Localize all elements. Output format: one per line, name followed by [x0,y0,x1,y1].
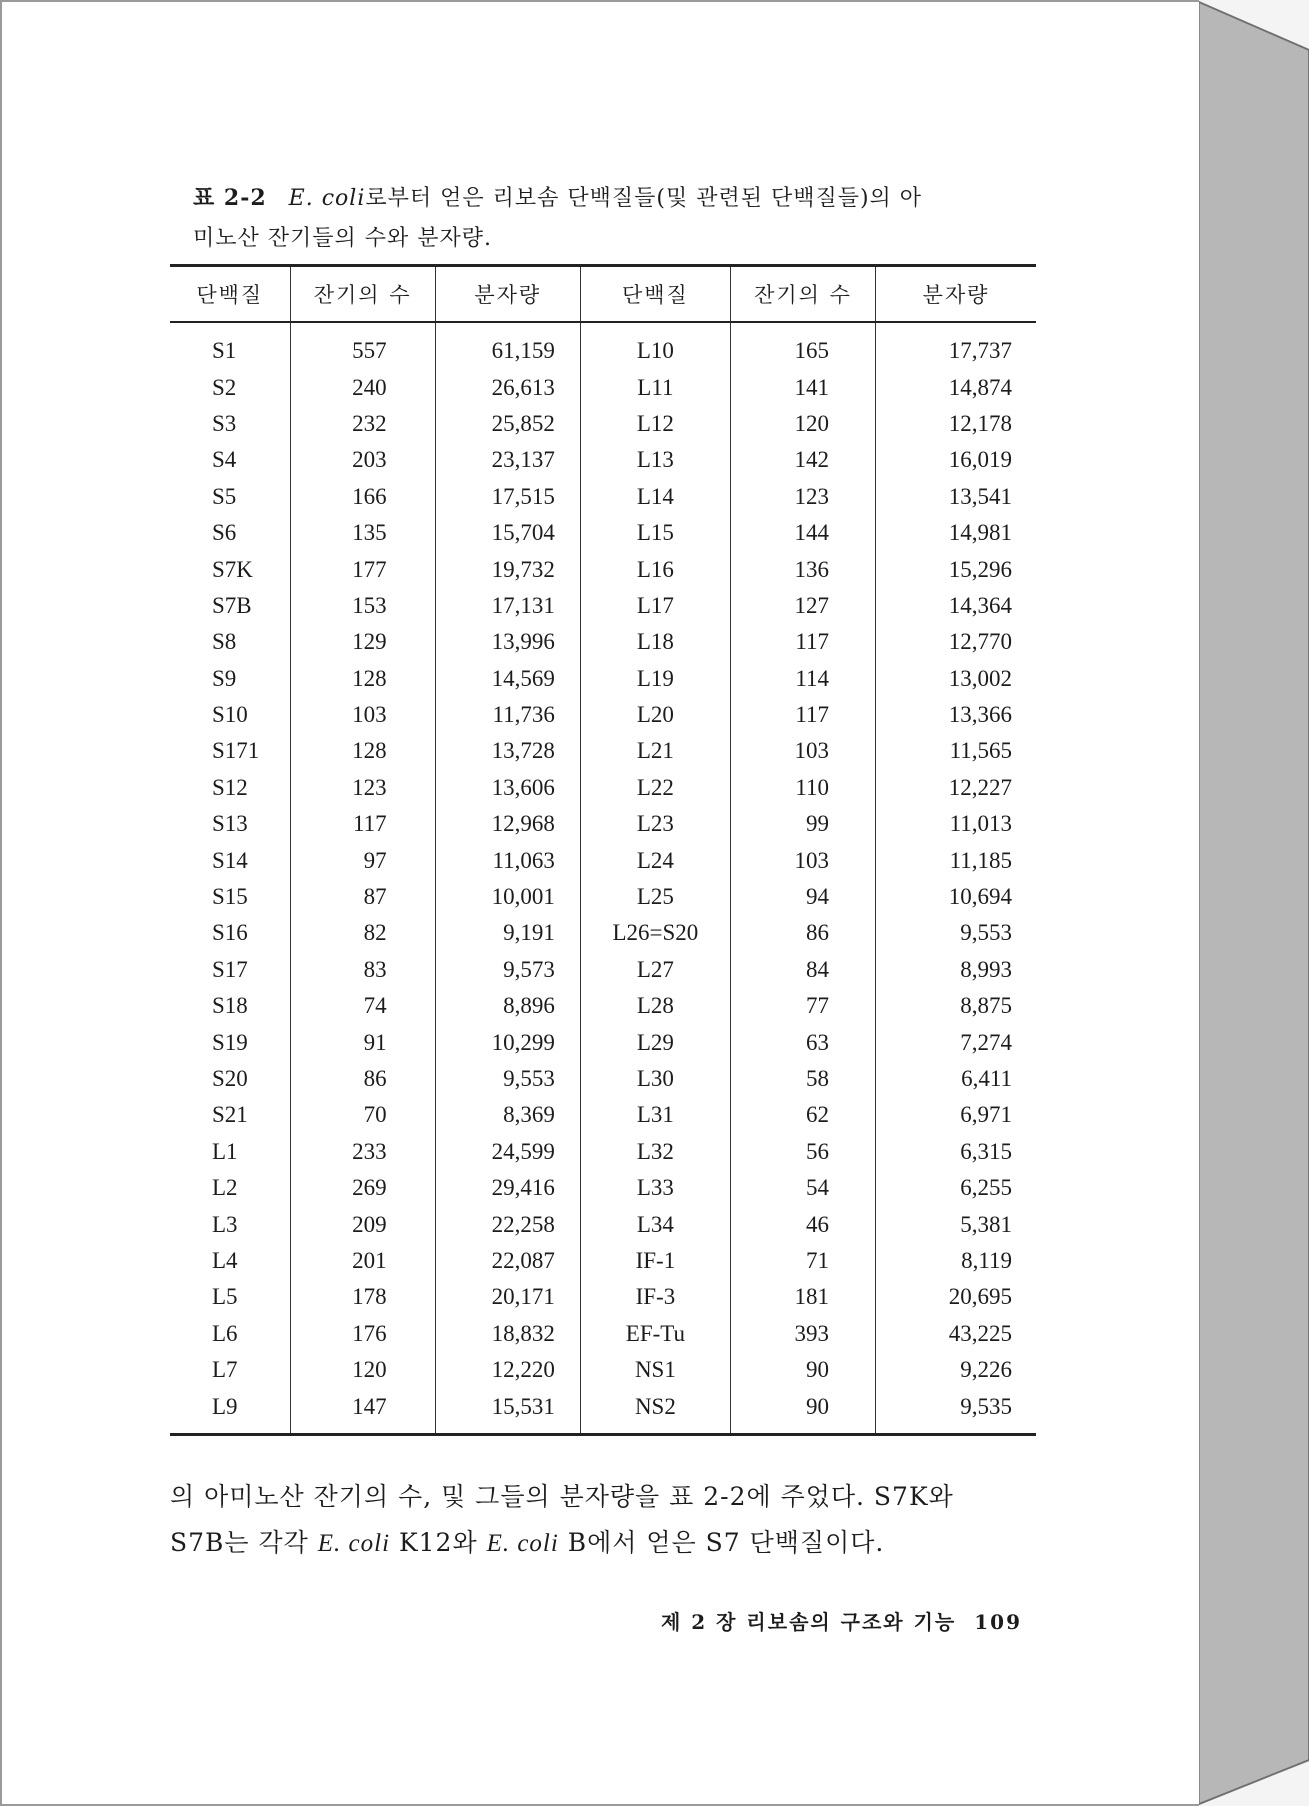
cell-protein: L26=S20 [580,915,730,951]
cell-molecular-weight: 7,274 [960,1029,1012,1055]
cell-molecular-weight: 12,770 [948,629,1012,655]
cell-residues: 181 [730,1279,875,1315]
cell-residues: 90 [730,1352,875,1388]
cell-molecular-weight: 10,299 [435,1024,580,1060]
cell-molecular-weight: 14,874 [948,374,1012,400]
cell-molecular-weight: 19,732 [435,551,580,587]
cell-residues: 240 [290,369,435,405]
cell-molecular-weight: 9,226 [960,1357,1012,1383]
cell-molecular-weight: 11,736 [435,697,580,733]
cell-molecular-weight: 14,981 [948,520,1012,546]
cell-residues: 103 [290,697,435,733]
cell-protein: S17 [170,952,290,988]
cell-residues: 135 [290,515,435,551]
cell-molecular-weight: 26,613 [435,369,580,405]
cell-molecular-weight: 22,087 [435,1243,580,1279]
cell-protein: S5 [170,479,290,515]
cell-protein: EF-Tu [580,1316,730,1352]
cell-molecular-weight: 12,178 [948,410,1012,436]
cell-residues: 557 [290,322,435,369]
cell-residues: 120 [290,1352,435,1388]
cell-molecular-weight: 6,971 [960,1102,1012,1128]
table-header-row [170,266,1036,323]
cell-molecular-weight: 9,535 [960,1393,1012,1419]
cell-molecular-weight: 8,875 [960,993,1012,1019]
cell-residues: 70 [290,1097,435,1133]
cell-residues: 144 [730,515,875,551]
cell-protein: L24 [580,842,730,878]
cell-molecular-weight: 8,369 [435,1097,580,1133]
chapter-title: 제 2 장 리보솜의 구조와 기능 [660,1610,957,1634]
cell-protein: S9 [170,661,290,697]
cell-protein: L22 [580,770,730,806]
cell-protein: L4 [170,1243,290,1279]
cell-residues: 62 [730,1097,875,1133]
cell-molecular-weight: 13,606 [435,770,580,806]
cell-residues: 128 [290,733,435,769]
cell-molecular-weight: 17,515 [435,479,580,515]
cell-protein: L6 [170,1316,290,1352]
cell-protein: S3 [170,406,290,442]
cell-protein: L28 [580,988,730,1024]
cell-molecular-weight: 13,002 [948,665,1012,691]
cell-residues: 123 [730,479,875,515]
table-row [170,988,1036,1024]
cell-protein: L1 [170,1134,290,1170]
cell-protein: IF-1 [580,1243,730,1279]
cell-protein: L9 [170,1388,290,1434]
cell-protein: L10 [580,322,730,369]
cell-molecular-weight: 15,704 [435,515,580,551]
cell-residues: 201 [290,1243,435,1279]
cell-molecular-weight: 14,364 [948,592,1012,618]
table-row [170,1024,1036,1060]
cell-residues: 54 [730,1170,875,1206]
cell-residues: 77 [730,988,875,1024]
cell-residues: 56 [730,1134,875,1170]
cell-protein: L29 [580,1024,730,1060]
body-species: E. coli [317,1530,391,1557]
cell-molecular-weight: 22,258 [435,1206,580,1242]
cell-molecular-weight: 8,896 [435,988,580,1024]
cell-protein: L16 [580,551,730,587]
table-number: 표 2-2 [193,185,267,211]
cell-protein: L14 [580,479,730,515]
cell-protein: L18 [580,624,730,660]
cell-protein: S14 [170,842,290,878]
page-footer [622,1606,1022,1635]
cell-molecular-weight: 13,366 [948,702,1012,728]
cell-residues: 120 [730,406,875,442]
table-row [170,588,1036,624]
cell-protein: S7B [170,588,290,624]
cell-residues: 127 [730,588,875,624]
cell-molecular-weight: 9,553 [960,920,1012,946]
table-row [170,479,1036,515]
cell-protein: L33 [580,1170,730,1206]
cell-molecular-weight: 5,381 [960,1211,1012,1237]
cell-molecular-weight: 17,131 [435,588,580,624]
table-row [170,515,1036,551]
cell-protein: S4 [170,442,290,478]
spine-face [1199,2,1309,1804]
cell-molecular-weight: 11,185 [949,847,1012,873]
header-mw-right: 분자량 [922,283,990,307]
table-row [170,697,1036,733]
body-text-segment: B에서 얻은 S7 단백질이다. [558,1528,885,1557]
cell-protein: S1 [170,322,290,369]
cell-molecular-weight: 10,001 [435,879,580,915]
cell-residues: 165 [730,322,875,369]
cell-molecular-weight: 12,968 [435,806,580,842]
cell-residues: 117 [290,806,435,842]
cell-protein: S21 [170,1097,290,1133]
table-body [170,322,1036,1434]
cell-residues: 86 [730,915,875,951]
cell-protein: L17 [580,588,730,624]
cell-molecular-weight: 13,541 [948,483,1012,509]
cell-protein: S12 [170,770,290,806]
cell-residues: 84 [730,952,875,988]
cell-molecular-weight: 18,832 [435,1316,580,1352]
cell-molecular-weight: 11,565 [949,738,1012,764]
cell-molecular-weight: 6,411 [961,1066,1012,1091]
cell-protein: S8 [170,624,290,660]
cell-protein: S20 [170,1061,290,1097]
cell-molecular-weight: 9,191 [435,915,580,951]
cell-residues: 103 [730,733,875,769]
table-row [170,1352,1036,1388]
cell-residues: 99 [730,806,875,842]
cell-residues: 46 [730,1206,875,1242]
cell-residues: 269 [290,1170,435,1206]
table-row [170,322,1036,369]
cell-residues: 86 [290,1061,435,1097]
cell-molecular-weight: 20,695 [948,1284,1012,1310]
cell-residues: 128 [290,661,435,697]
cell-protein: L23 [580,806,730,842]
cell-residues: 393 [730,1316,875,1352]
header-protein-right: 단백질 [580,266,730,323]
header-protein-left: 단백질 [170,266,290,323]
cell-protein: L20 [580,697,730,733]
cell-protein: L21 [580,733,730,769]
cell-protein: S171 [170,733,290,769]
table-row [170,1097,1036,1133]
cell-molecular-weight: 15,296 [948,556,1012,582]
cell-protein: NS1 [580,1352,730,1388]
cell-residues: 74 [290,988,435,1024]
table-row [170,1243,1036,1279]
table-row [170,842,1036,878]
cell-residues: 141 [730,369,875,405]
cell-molecular-weight: 11,013 [949,811,1012,837]
cell-protein: L32 [580,1134,730,1170]
table-row [170,406,1036,442]
table-row [170,915,1036,951]
table-row [170,1388,1036,1434]
cell-residues: 147 [290,1388,435,1434]
cell-protein: L19 [580,661,730,697]
cell-molecular-weight: 8,993 [960,956,1012,982]
cell-protein: L13 [580,442,730,478]
cell-protein: S15 [170,879,290,915]
cell-protein: S16 [170,915,290,951]
cell-residues: 91 [290,1024,435,1060]
cell-residues: 166 [290,479,435,515]
cell-protein: S2 [170,369,290,405]
cell-residues: 117 [730,624,875,660]
caption-text-1: 로부터 얻은 리보솜 단백질들(및 관련된 단백질들)의 아 [365,186,923,211]
table-row [170,661,1036,697]
cell-molecular-weight: 17,737 [948,338,1012,364]
cell-protein: IF-3 [580,1279,730,1315]
cell-molecular-weight: 20,171 [435,1279,580,1315]
cell-protein: NS2 [580,1388,730,1434]
header-residues-left: 잔기의 수 [290,266,435,323]
cell-residues: 203 [290,442,435,478]
cell-residues: 123 [290,770,435,806]
cell-residues: 233 [290,1134,435,1170]
cell-molecular-weight: 61,159 [435,322,580,369]
cell-protein: S10 [170,697,290,733]
cell-protein: L15 [580,515,730,551]
cell-protein: S19 [170,1024,290,1060]
cell-protein: L34 [580,1206,730,1242]
cell-molecular-weight: 15,531 [435,1388,580,1434]
cell-molecular-weight: 29,416 [435,1170,580,1206]
cell-molecular-weight: 12,220 [435,1352,580,1388]
cell-molecular-weight: 11,063 [435,842,580,878]
body-text-segment: S7B는 각각 [170,1528,318,1557]
caption-species: E. coli [288,186,366,211]
table-row [170,1170,1036,1206]
table-row [170,551,1036,587]
cell-residues: 117 [730,697,875,733]
table-row [170,1316,1036,1352]
ribosomal-protein-table [170,264,1036,1436]
table-row [170,806,1036,842]
table-row [170,1061,1036,1097]
cell-residues: 153 [290,588,435,624]
cell-protein: L7 [170,1352,290,1388]
caption-line-1 [193,178,1043,219]
table-row [170,879,1036,915]
table-row [170,624,1036,660]
cell-residues: 87 [290,879,435,915]
table-row [170,952,1036,988]
cell-protein: S6 [170,515,290,551]
table-row [170,1134,1036,1170]
cell-molecular-weight: 23,137 [435,442,580,478]
caption-line-2: 미노산 잔기들의 수와 분자량. [193,226,492,251]
cell-residues: 97 [290,842,435,878]
body-species: E. coli [486,1530,559,1557]
table-caption [193,178,1043,259]
cell-protein: S13 [170,806,290,842]
table-row [170,770,1036,806]
cell-residues: 177 [290,551,435,587]
body-paragraph [170,1474,1040,1567]
cell-residues: 176 [290,1316,435,1352]
cell-molecular-weight: 6,255 [960,1175,1012,1201]
cell-protein: L27 [580,952,730,988]
cell-residues: 129 [290,624,435,660]
header-mw-left: 분자량 [435,266,580,323]
cell-protein: L5 [170,1279,290,1315]
cell-protein: S7K [170,551,290,587]
body-line-1: 의 아미노산 잔기의 수, 및 그들의 분자량을 표 2-2에 주었다. S7K와 [170,1482,954,1511]
cell-molecular-weight: 10,694 [948,884,1012,910]
body-text-segment: K12와 [390,1528,487,1557]
body-line-2 [170,1520,1040,1567]
cell-molecular-weight: 9,553 [435,1061,580,1097]
cell-residues: 71 [730,1243,875,1279]
cell-molecular-weight: 9,573 [435,952,580,988]
page-number: 109 [974,1610,1022,1634]
cell-molecular-weight: 43,225 [948,1320,1012,1346]
cell-molecular-weight: 13,996 [435,624,580,660]
cell-residues: 232 [290,406,435,442]
cell-protein: L25 [580,879,730,915]
cell-protein: L3 [170,1206,290,1242]
cell-residues: 142 [730,442,875,478]
cell-residues: 103 [730,842,875,878]
cell-molecular-weight: 25,852 [435,406,580,442]
cell-molecular-weight: 16,019 [948,447,1012,473]
cell-protein: L31 [580,1097,730,1133]
cell-molecular-weight: 12,227 [948,774,1012,800]
cell-molecular-weight: 8,119 [961,1247,1012,1273]
cell-protein: L2 [170,1170,290,1206]
cell-protein: L30 [580,1061,730,1097]
cell-residues: 178 [290,1279,435,1315]
table-row [170,733,1036,769]
cell-residues: 83 [290,952,435,988]
cell-protein: S18 [170,988,290,1024]
header-residues-right: 잔기의 수 [730,266,875,323]
cell-molecular-weight: 14,569 [435,661,580,697]
table-row [170,369,1036,405]
cell-protein: L11 [580,369,730,405]
cell-molecular-weight: 24,599 [435,1134,580,1170]
cell-molecular-weight: 6,315 [960,1138,1012,1164]
cell-residues: 90 [730,1388,875,1434]
cell-residues: 114 [730,661,875,697]
table-row [170,442,1036,478]
cell-protein: L12 [580,406,730,442]
table-row [170,1206,1036,1242]
cell-residues: 209 [290,1206,435,1242]
cell-residues: 110 [730,770,875,806]
cell-residues: 136 [730,551,875,587]
table-row [170,1279,1036,1315]
cell-residues: 58 [730,1061,875,1097]
cell-residues: 94 [730,879,875,915]
book-spine [1199,0,1309,1806]
cell-residues: 82 [290,915,435,951]
cell-residues: 63 [730,1024,875,1060]
cell-molecular-weight: 13,728 [435,733,580,769]
